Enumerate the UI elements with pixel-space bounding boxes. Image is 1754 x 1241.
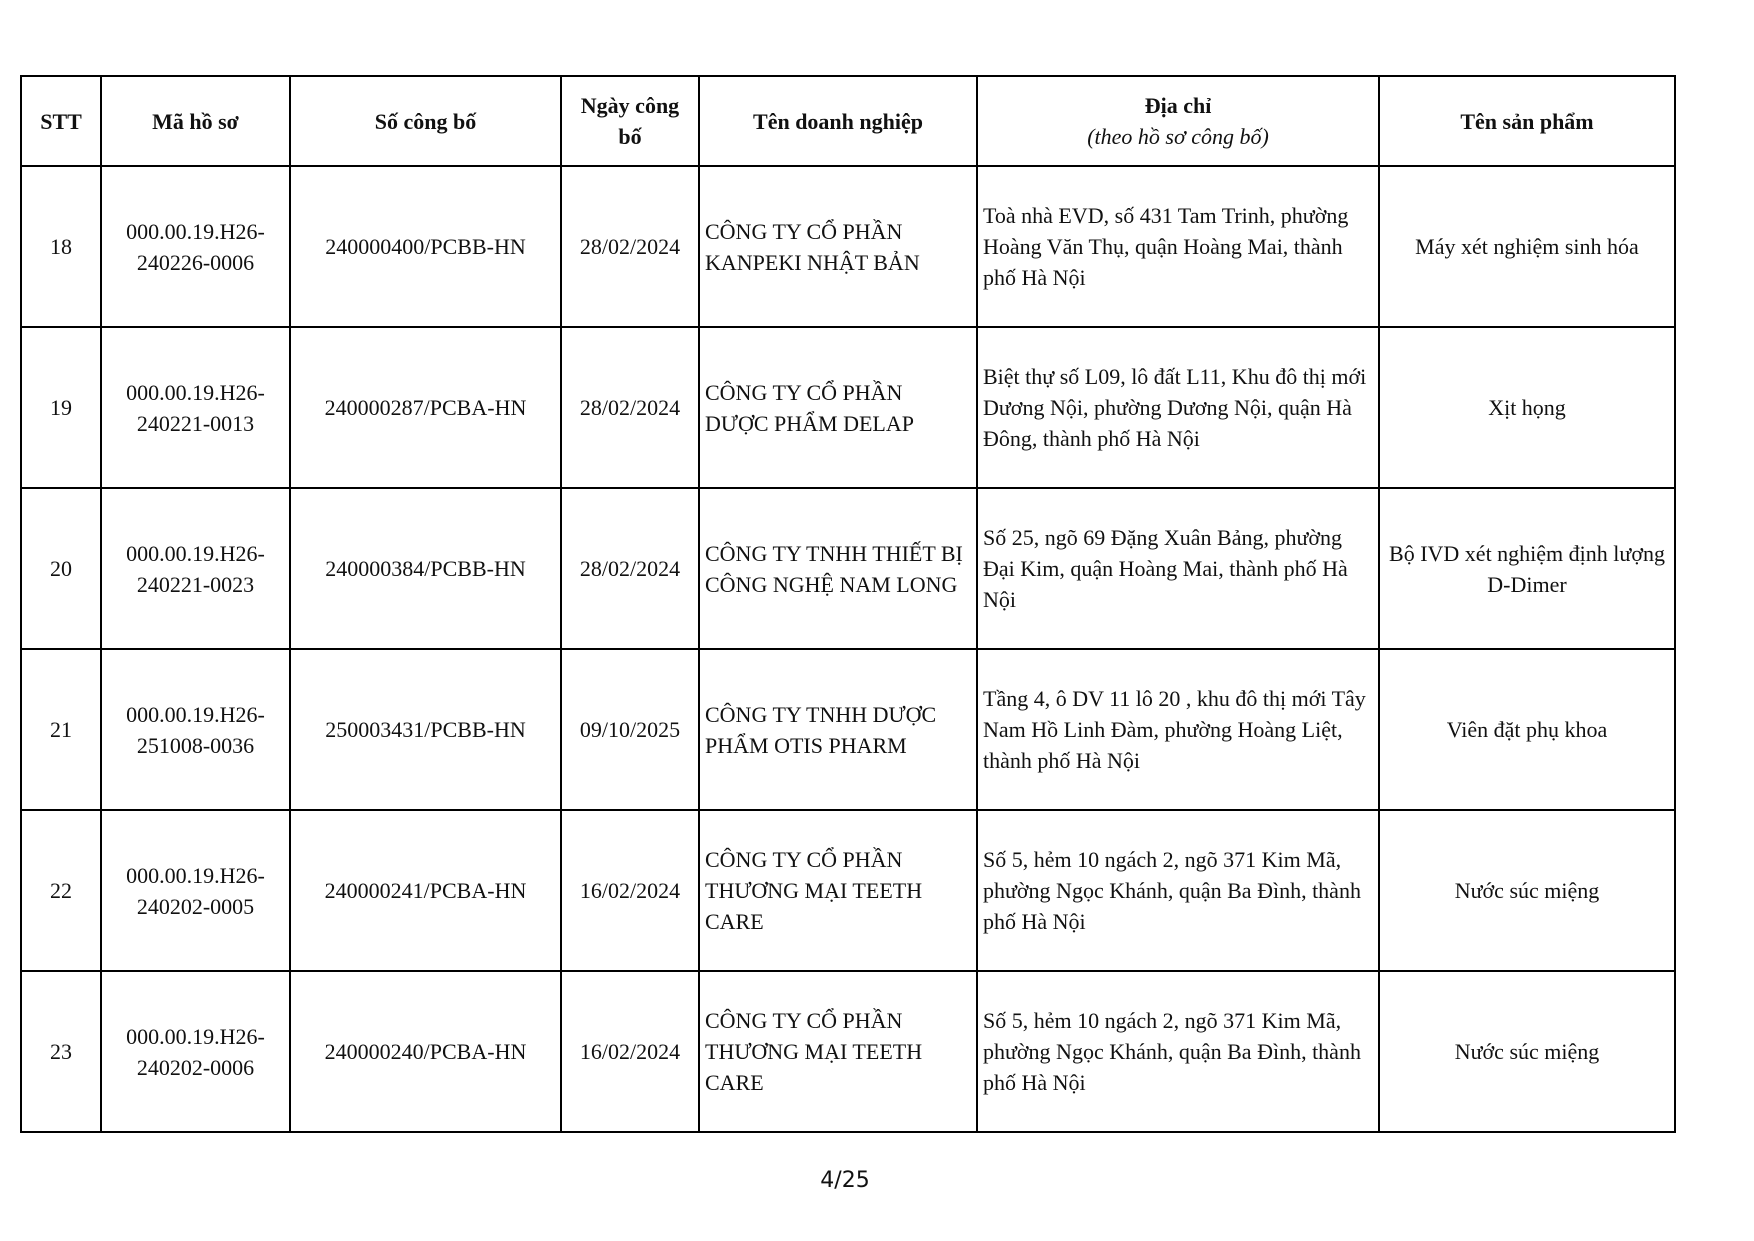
header-row xyxy=(21,76,1675,166)
cell-ngay-cong-bo: 16/02/2024 xyxy=(561,971,699,1132)
page-number: 4/25 xyxy=(820,1168,870,1193)
table-row xyxy=(21,649,1675,810)
cell-stt: 19 xyxy=(21,327,101,488)
cell-stt: 21 xyxy=(21,649,101,810)
cell-ma-ho-so: 000.00.19.H26-240202-0005 xyxy=(101,810,290,971)
records-table xyxy=(20,75,1676,1133)
cell-ten-san-pham: Nước súc miệng xyxy=(1379,810,1675,971)
header-dia-chi xyxy=(977,76,1379,166)
cell-ten-doanh-nghiep: CÔNG TY TNHH DƯỢC PHẨM OTIS PHARM xyxy=(699,649,977,810)
cell-ten-san-pham: Máy xét nghiệm sinh hóa xyxy=(1379,166,1675,327)
cell-ngay-cong-bo: 28/02/2024 xyxy=(561,488,699,649)
cell-ten-san-pham: Xịt họng xyxy=(1379,327,1675,488)
cell-so-cong-bo: 240000400/PCBB-HN xyxy=(290,166,561,327)
table-row xyxy=(21,488,1675,649)
cell-ngay-cong-bo: 16/02/2024 xyxy=(561,810,699,971)
cell-ma-ho-so: 000.00.19.H26-240226-0006 xyxy=(101,166,290,327)
cell-dia-chi: Toà nhà EVD, số 431 Tam Trinh, phường Hoàng Văn Thụ, quận Hoàng Mai, thành phố Hà Nội xyxy=(977,166,1379,327)
cell-stt: 23 xyxy=(21,971,101,1132)
cell-dia-chi: Số 25, ngõ 69 Đặng Xuân Bảng, phường Đại Kim, quận Hoàng Mai, thành phố Hà Nội xyxy=(977,488,1379,649)
header-ten-doanh-nghiep: Tên doanh nghiệp xyxy=(699,76,977,166)
header-dia-chi-label: Địa chỉ xyxy=(1144,93,1212,118)
table-row xyxy=(21,166,1675,327)
cell-ten-doanh-nghiep: CÔNG TY CỔ PHẦN DƯỢC PHẨM DELAP xyxy=(699,327,977,488)
cell-so-cong-bo: 240000287/PCBA-HN xyxy=(290,327,561,488)
cell-ten-doanh-nghiep: CÔNG TY CỔ PHẦN THƯƠNG MẠI TEETH CARE xyxy=(699,810,977,971)
header-dia-chi-note: (theo hồ sơ công bố) xyxy=(1087,124,1269,149)
cell-ten-doanh-nghiep: CÔNG TY CỔ PHẦN THƯƠNG MẠI TEETH CARE xyxy=(699,971,977,1132)
table-header xyxy=(21,76,1675,166)
cell-so-cong-bo: 250003431/PCBB-HN xyxy=(290,649,561,810)
cell-stt: 22 xyxy=(21,810,101,971)
header-stt: STT xyxy=(21,76,101,166)
header-ten-san-pham: Tên sản phẩm xyxy=(1379,76,1675,166)
header-ngay-cong-bo: Ngày công bố xyxy=(561,76,699,166)
cell-dia-chi: Số 5, hẻm 10 ngách 2, ngõ 371 Kim Mã, phường Ngọc Khánh, quận Ba Đình, thành phố Hà Nội xyxy=(977,971,1379,1132)
cell-so-cong-bo: 240000384/PCBB-HN xyxy=(290,488,561,649)
table-row xyxy=(21,327,1675,488)
cell-dia-chi: Số 5, hẻm 10 ngách 2, ngõ 371 Kim Mã, phường Ngọc Khánh, quận Ba Đình, thành phố Hà Nội xyxy=(977,810,1379,971)
cell-ma-ho-so: 000.00.19.H26-240221-0013 xyxy=(101,327,290,488)
cell-stt: 20 xyxy=(21,488,101,649)
cell-ngay-cong-bo: 28/02/2024 xyxy=(561,166,699,327)
cell-ten-san-pham: Nước súc miệng xyxy=(1379,971,1675,1132)
cell-ma-ho-so: 000.00.19.H26-240221-0023 xyxy=(101,488,290,649)
table-row xyxy=(21,971,1675,1132)
header-so-cong-bo: Số công bố xyxy=(290,76,561,166)
cell-ten-doanh-nghiep: CÔNG TY TNHH THIẾT BỊ CÔNG NGHỆ NAM LONG xyxy=(699,488,977,649)
cell-ten-doanh-nghiep: CÔNG TY CỔ PHẦN KANPEKI NHẬT BẢN xyxy=(699,166,977,327)
cell-ma-ho-so: 000.00.19.H26-240202-0006 xyxy=(101,971,290,1132)
cell-dia-chi: Tầng 4, ô DV 11 lô 20 , khu đô thị mới Tây Nam Hồ Linh Đàm, phường Hoàng Liệt, thành phố Hà Nội xyxy=(977,649,1379,810)
table-body xyxy=(21,166,1675,1132)
table-row xyxy=(21,810,1675,971)
cell-ma-ho-so: 000.00.19.H26-251008-0036 xyxy=(101,649,290,810)
cell-stt: 18 xyxy=(21,166,101,327)
cell-ngay-cong-bo: 28/02/2024 xyxy=(561,327,699,488)
cell-ngay-cong-bo: 09/10/2025 xyxy=(561,649,699,810)
cell-ten-san-pham: Bộ IVD xét nghiệm định lượng D-Dimer xyxy=(1379,488,1675,649)
cell-ten-san-pham: Viên đặt phụ khoa xyxy=(1379,649,1675,810)
header-ma-ho-so: Mã hồ sơ xyxy=(101,76,290,166)
cell-so-cong-bo: 240000241/PCBA-HN xyxy=(290,810,561,971)
cell-dia-chi: Biệt thự số L09, lô đất L11, Khu đô thị mới Dương Nội, phường Dương Nội, quận Hà Đông, thành phố Hà Nội xyxy=(977,327,1379,488)
cell-so-cong-bo: 240000240/PCBA-HN xyxy=(290,971,561,1132)
